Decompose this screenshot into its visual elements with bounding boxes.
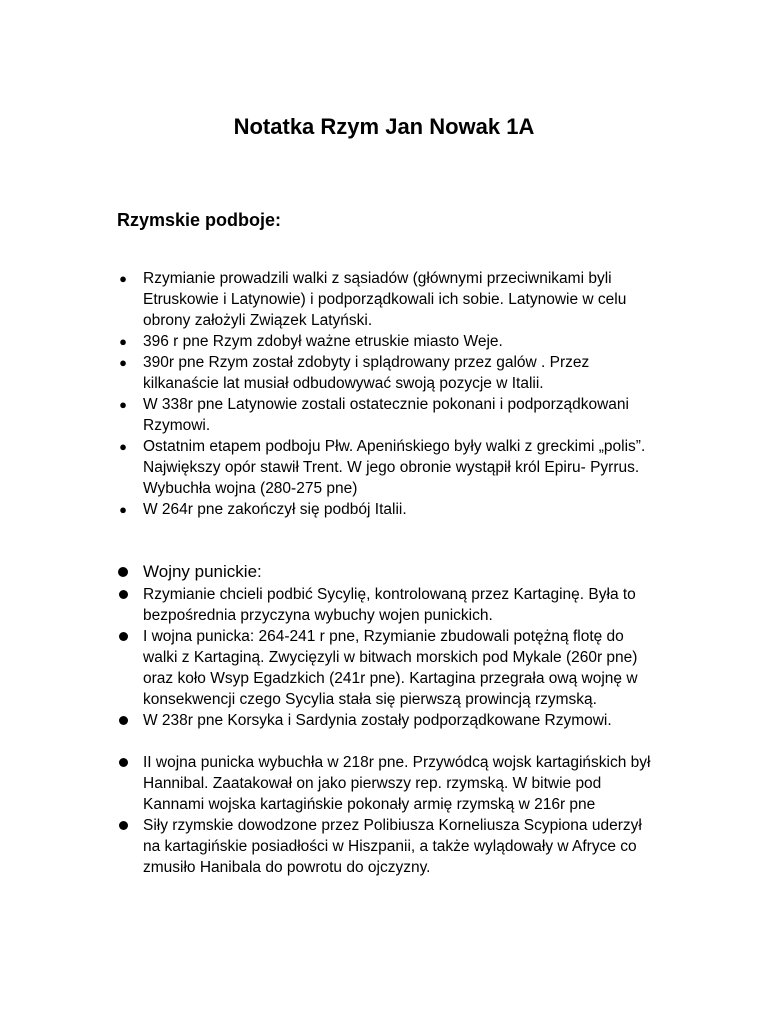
list-item-text: Rzymianie prowadzili walki z sąsiadów (głównymi przeciwnikami byli Etruskowie i Latynowie) i podporządkowali ich sobie. Latynowie w celu obrony założyli Związek Latyński.: [143, 270, 627, 329]
list-item-text: Ostatnim etapem podboju Płw. Apenińskiego były walki z greckimi „polis”. Największy opór stawił Trent. W jego obronie wystąpił król Epiru- Pyrrus. Wybuchła wojna (280-275 pne): [143, 438, 646, 497]
list-spacer: [117, 731, 662, 752]
list-item: [117, 752, 662, 815]
bullet-icon: [117, 752, 129, 767]
list-item: [117, 710, 662, 731]
list-item: [117, 584, 662, 626]
section-heading-conquests: Rzymskie podboje:: [117, 210, 282, 230]
list-item-text: II wojna punicka wybuchła w 218r pne. Przywódcą wojsk kartagińskich był Hannibal. Zaatakował on jako pierwszy rep. rzymską. W bitwie pod Kannami wojska kartagińskie pokonały armię rzymską w 216r pne: [143, 754, 651, 813]
document-title: Notatka Rzym Jan Nowak 1A: [233, 114, 535, 139]
bullet-icon: [117, 815, 129, 830]
list-item-text: W 238r pne Korsyka i Sardynia zostały podporządkowane Rzymowi.: [143, 712, 612, 729]
bullet-icon: ●: [119, 271, 127, 286]
bullet-icon: [117, 584, 129, 599]
list-item: [117, 331, 662, 352]
list-item-text: 396 r pne Rzym zdobył ważne etruskie miasto Weje.: [143, 333, 503, 350]
bullet-icon: [117, 560, 129, 577]
bullet-icon: ●: [119, 439, 127, 454]
list-item-text: Rzymianie chcieli podbić Sycylię, kontrolowaną przez Kartaginę. Była to bezpośrednia przyczyna wybuchy wojen punickich.: [143, 586, 636, 624]
list-item-text: W 264r pne zakończył się podbój Italii.: [143, 501, 407, 518]
bullet-icon: [117, 710, 129, 725]
list-item: [117, 352, 662, 394]
list-item: [117, 394, 662, 436]
bullet-icon: ●: [119, 334, 127, 349]
list-item: [117, 436, 662, 499]
section-heading-punic-wars: [117, 560, 662, 584]
list-item: [117, 815, 662, 878]
list-item-text: W 338r pne Latynowie zostali ostatecznie pokonani i podporządkowani Rzymowi.: [143, 396, 629, 434]
list-item: [117, 499, 662, 520]
list-item-text: 390r pne Rzym został zdobyty i splądrowany przez galów . Przez kilkanaście lat musiał odbudowywać swoją pozycje w Italii.: [143, 354, 590, 392]
list-item: [117, 626, 662, 710]
list-item-text: Siły rzymskie dowodzone przez Polibiusza Korneliusza Scypiona uderzył na kartagińskie posiadłości w Hiszpanii, a także wylądowały w Afryce co zmusiło Hanibala do powrotu do ojczyzny.: [143, 817, 642, 876]
punic-wars-list: [117, 560, 662, 878]
bullet-icon: ●: [119, 355, 127, 370]
list-item-text: Wojny punickie:: [143, 562, 262, 581]
bullet-icon: ●: [119, 397, 127, 412]
bullet-icon: ●: [119, 502, 127, 517]
list-item-text: I wojna punicka: 264-241 r pne, Rzymianie zbudowali potężną flotę do walki z Kartaginą. Zwycięzyli w bitwach morskich pod Mykale (260r pne) oraz koło Wsyp Egadzkich (241r pne). Kartagina przegrała ową wojnę w konsekwencji czego Sycylia stała się pierwszą prowincją rzymską.: [143, 628, 638, 708]
bullet-icon: [117, 626, 129, 641]
conquests-list: [117, 268, 662, 520]
list-item: [117, 268, 662, 331]
